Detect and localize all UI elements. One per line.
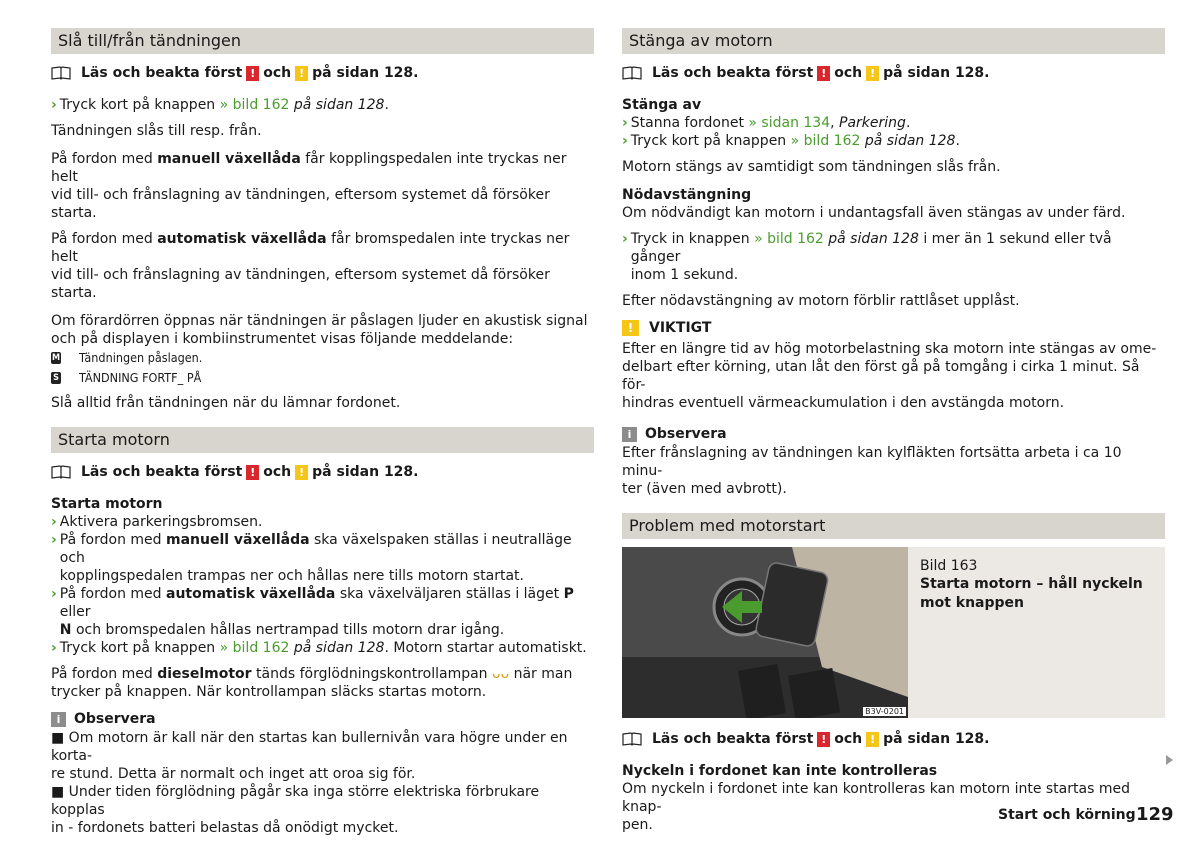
note-text: ■ Om motorn är kall när den startas kan bullernivån vara högre under en korta- re stund. Detta är normalt och inget att oroa sig för. ■ Under tiden förglödning pågår ska inga större elektriska förbrukare kopplas in - fordonets batteri belastas då onödigt mycket.: [51, 730, 568, 836]
figure-image: [622, 547, 908, 718]
paragraph: På fordon med dieselmotor tänds förglödningskontrollampan ᴗᴗ när man trycker på knappen. När kontrollampan släcks startas motorn.: [51, 666, 573, 700]
paragraph: På fordon med manuell växellåda får kopplingspedalen inte tryckas ner helt vid till- och frånslagning av tändningen, eftersom systemet då försöker starta.: [51, 151, 567, 221]
m-badge-icon: M: [51, 353, 61, 363]
footer-chapter: Start och körning: [998, 807, 1136, 823]
paragraph: Om nyckeln i fordonet inte kan kontrolleras kan motorn inte startas med knap- pen.: [622, 781, 1130, 833]
warning-red-icon[interactable]: !: [246, 465, 259, 480]
list-item: › Tryck in knappen » bild 162 på sidan 128 i mer än 1 sekund eller två gånger inom 1 sekund.: [622, 231, 1112, 283]
arrow-icon: ›: [51, 532, 57, 548]
figure-link[interactable]: » bild 162: [754, 231, 824, 247]
list-item: › Tryck kort på knappen » bild 162 på sidan 128.: [51, 97, 389, 113]
section-title-stop-engine: Stänga av motorn: [622, 28, 1165, 54]
list-item: › Tryck kort på knappen » bild 162 på sidan 128. Motorn startar automatiskt.: [51, 640, 587, 656]
list-item: › Tryck kort på knappen » bild 162 på sidan 128.: [622, 133, 960, 149]
page-number: 129: [1136, 804, 1174, 825]
read-first-line: Läs och beakta först ! och ! på sidan 128.: [51, 463, 594, 481]
list-item: › Stanna fordonet » sidan 134, Parkering.: [622, 115, 911, 131]
read-first-line: Läs och beakta först ! och ! på sidan 128.: [622, 730, 1165, 748]
figure-code: B3V-0201: [865, 707, 904, 716]
subheading: Nödavstängning: [622, 187, 752, 203]
figure-link[interactable]: » bild 162: [790, 133, 861, 149]
warning-yellow-icon[interactable]: !: [295, 465, 308, 480]
figure-label: Bild 163: [920, 558, 978, 574]
arrow-icon: ›: [51, 514, 57, 530]
note-text: Efter frånslagning av tändningen kan kylfläkten fortsätta arbeta i ca 10 minu- ter (även med avbrott).: [622, 445, 1122, 497]
figure-title: Starta motorn – håll nyckeln mot knappen: [920, 576, 1143, 611]
warning-yellow-icon[interactable]: !: [295, 66, 308, 81]
warning-red-icon[interactable]: !: [817, 66, 830, 81]
figure-caption: [908, 547, 1165, 718]
figure: [622, 547, 1165, 718]
left-column: [51, 28, 594, 837]
book-icon: [51, 465, 71, 479]
list-item: › Aktivera parkeringsbromsen.: [51, 514, 263, 530]
paragraph: Om nödvändigt kan motorn i undantagsfall även stängas av under färd.: [622, 205, 1126, 221]
arrow-icon: ›: [622, 231, 628, 247]
book-icon: [51, 66, 71, 80]
section-title-start-problem: Problem med motorstart: [622, 513, 1165, 539]
paragraph: Tändningen slås till resp. från.: [51, 123, 262, 139]
paragraph: Slå alltid från tändningen när du lämnar fordonet.: [51, 395, 401, 411]
display-message: M Tändningen påslagen.: [51, 350, 203, 365]
subheading: Stänga av: [622, 97, 702, 113]
paragraph: Motorn stängs av samtidigt som tändningen slås från.: [622, 159, 1001, 175]
figure-link[interactable]: » bild 162: [219, 97, 290, 113]
list-item: › På fordon med automatisk växellåda ska växelväljaren ställas i läget P eller N och bromspedalen hållas nertrampad tills motorn drar igång.: [51, 586, 574, 638]
next-page-arrow-icon[interactable]: [1166, 755, 1173, 765]
section-title-ignition: Slå till/från tändningen: [51, 28, 594, 54]
info-icon: i: [51, 712, 66, 727]
arrow-icon: ›: [622, 115, 628, 131]
arrow-icon: ›: [51, 586, 57, 602]
arrow-icon: ›: [51, 97, 57, 113]
key-button-illustration: [622, 547, 908, 718]
read-first-line: Läs och beakta först ! och ! på sidan 128.: [51, 64, 594, 82]
note-heading: i Observera: [622, 426, 1165, 442]
info-icon: i: [622, 427, 637, 442]
warning-yellow-icon[interactable]: !: [866, 732, 879, 747]
paragraph: Om förardörren öppnas när tändningen är påslagen ljuder en akustisk signal och på displayen i kombiinstrumentet visas följande meddelande:: [51, 313, 588, 347]
glow-plug-icon: ᴗᴗ: [492, 666, 510, 682]
warning-yellow-icon[interactable]: !: [866, 66, 879, 81]
book-icon: [622, 66, 642, 80]
arrow-icon: ›: [51, 640, 57, 656]
warning-heading: ! VIKTIGT: [622, 320, 1165, 336]
list-item: › På fordon med manuell växellåda ska växelspaken ställas i neutralläge och kopplingspedalen trampas ner och hållas nere tills motorn startat.: [51, 532, 572, 584]
read-first-line: Läs och beakta först ! och ! på sidan 128.: [622, 64, 1165, 82]
subheading: Nyckeln i fordonet kan inte kontrolleras: [622, 763, 938, 779]
page-link[interactable]: » sidan 134: [748, 115, 831, 131]
s-badge-icon: S: [51, 372, 61, 384]
display-message: S TÄNDNING FORTF_ PÅ: [51, 368, 594, 388]
paragraph: Efter nödavstängning av motorn förblir rattlåset upplåst.: [622, 293, 1020, 309]
paragraph: På fordon med automatisk växellåda får bromspedalen inte tryckas ner helt vid till- och frånslagning av tändningen, eftersom systemet då försöker starta.: [51, 231, 570, 301]
section-title-start-engine: Starta motorn: [51, 427, 594, 453]
subheading: Starta motorn: [51, 496, 163, 512]
note-heading: i Observera: [51, 711, 594, 727]
figure-link[interactable]: » bild 162: [219, 640, 290, 656]
warning-icon: !: [622, 320, 639, 336]
right-column: [622, 28, 1165, 834]
warning-red-icon[interactable]: !: [817, 732, 830, 747]
warning-text: Efter en längre tid av hög motorbelastning ska motorn inte stängas av ome- delbart efter körning, utan låt den först gå på tomgång i cirka 1 minut. Så för- hindras eventuell värmeackumulation i den avstängda motorn.: [622, 341, 1157, 411]
warning-red-icon[interactable]: !: [246, 66, 259, 81]
arrow-icon: ›: [622, 133, 628, 149]
book-icon: [622, 732, 642, 746]
